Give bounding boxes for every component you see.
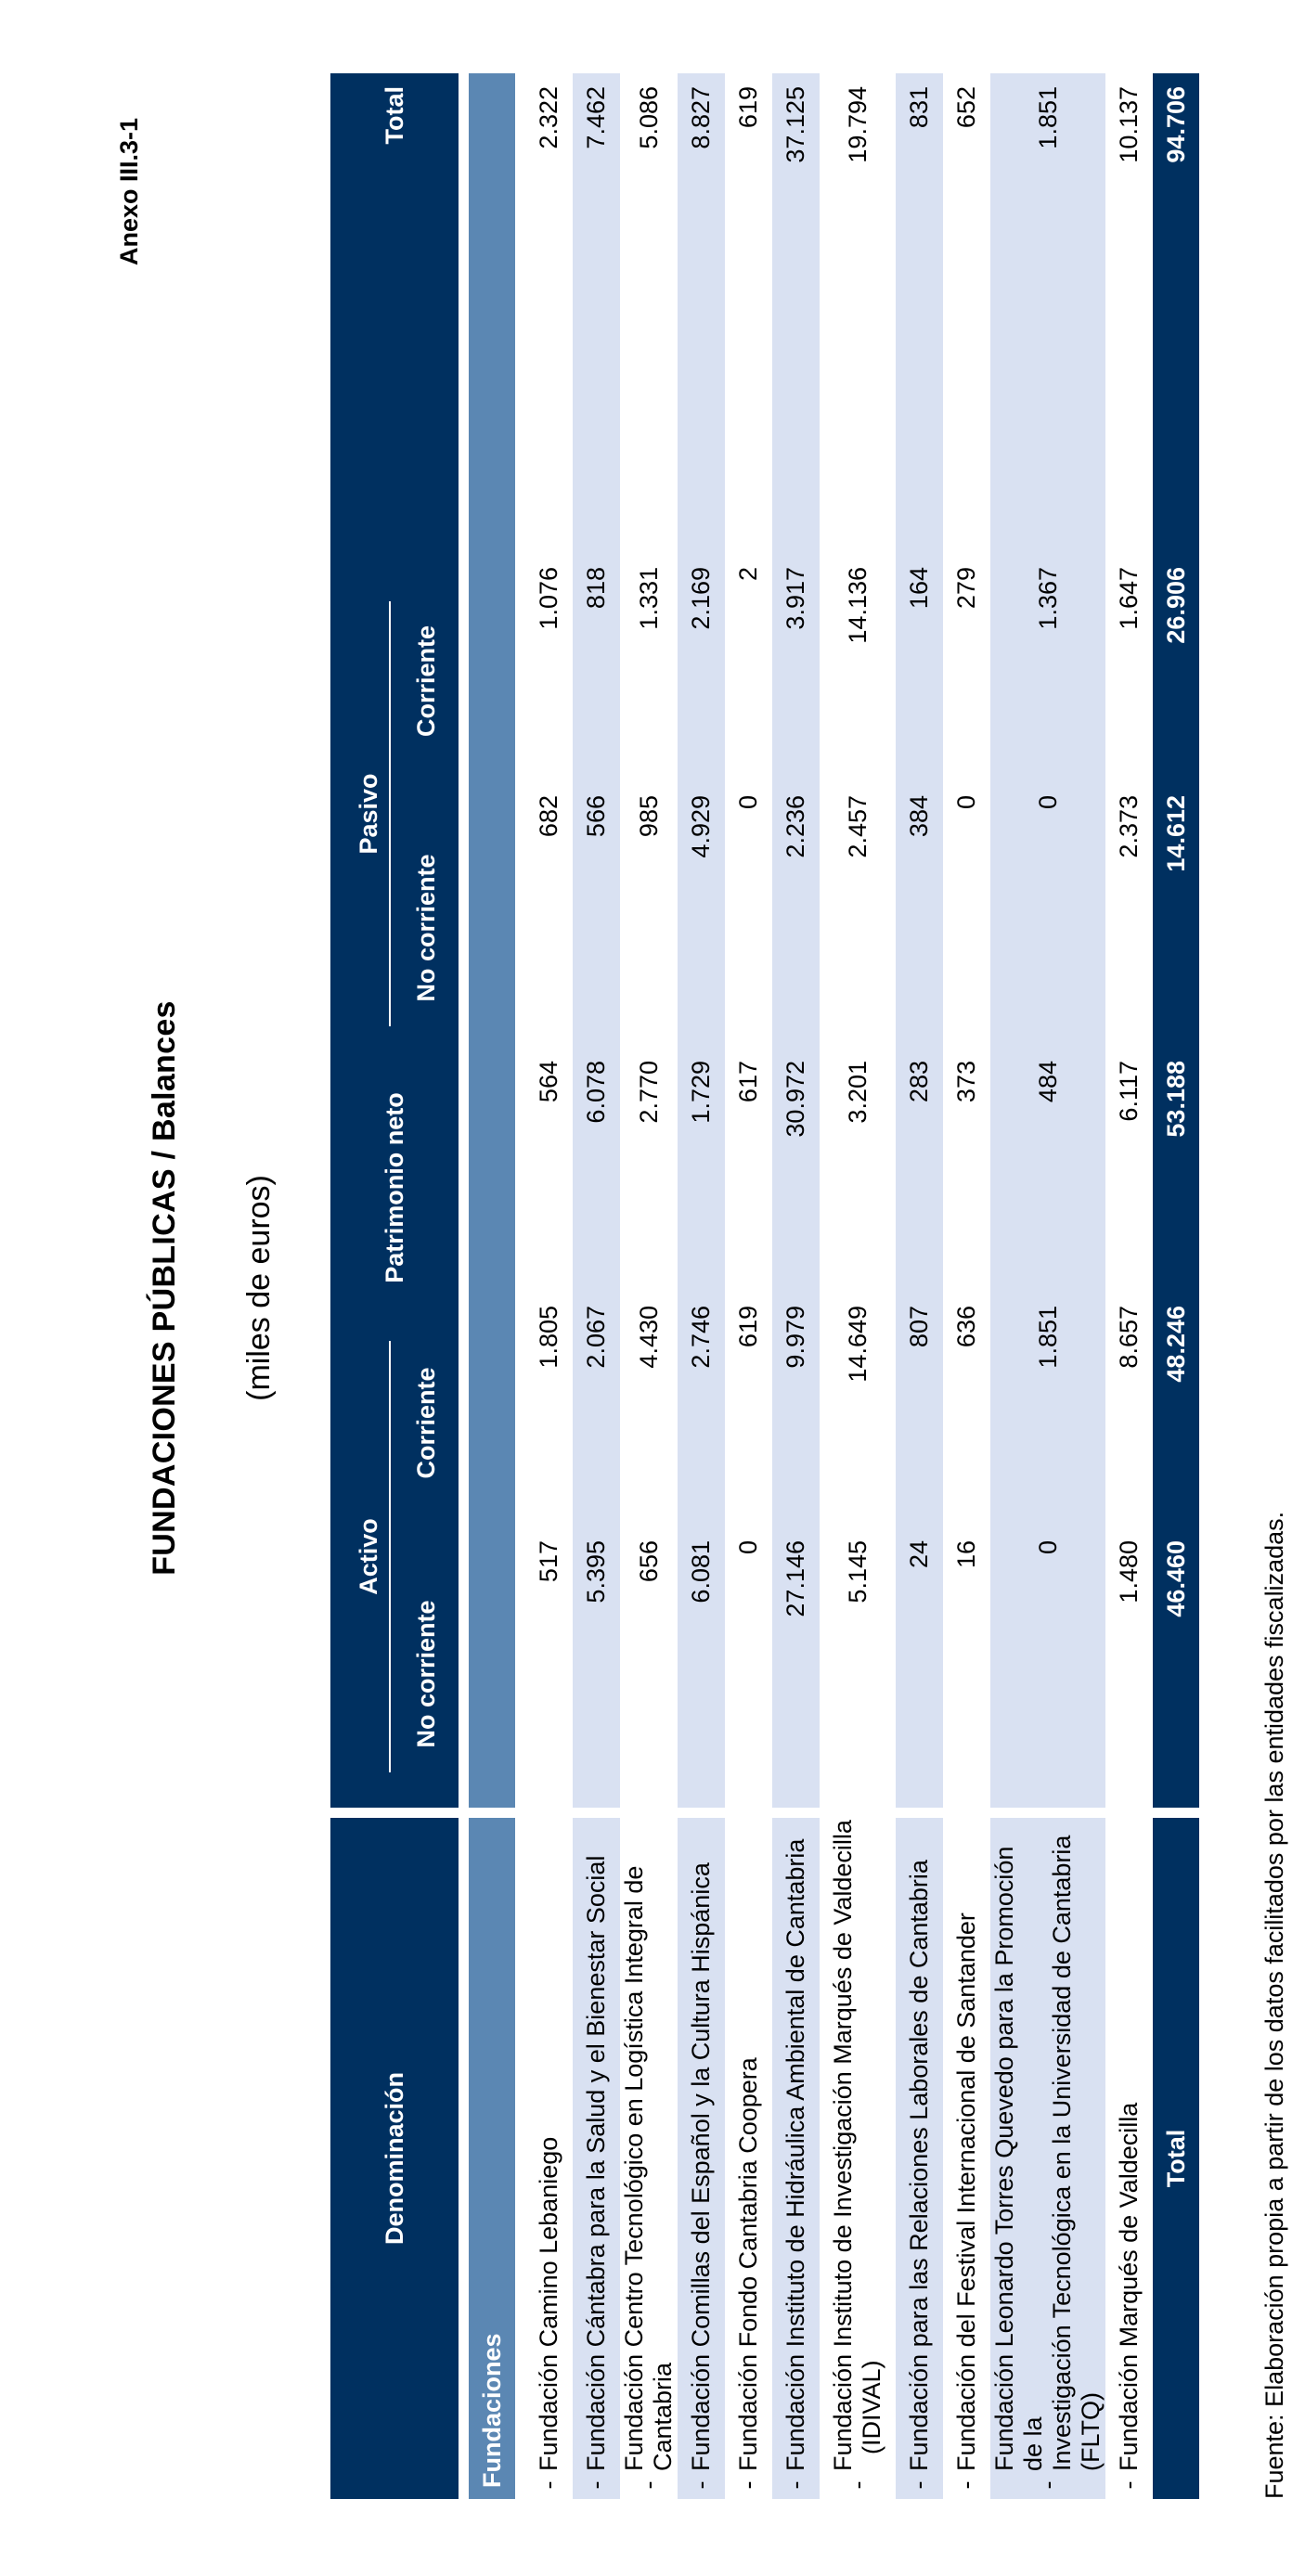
row-name: Fundación para las Relaciones Laborales de Cantabria (896, 1818, 943, 2471)
cell-total: 1.851 (990, 73, 1105, 567)
cell-activo-corriente: 619 (734, 1306, 762, 1348)
cell-activo-corriente: 1.805 (535, 1306, 562, 1369)
row-name: Fundación Comillas del Español y la Cultura Hispánica (678, 1818, 725, 2471)
cell-patrimonio-neto: 283 (896, 1061, 943, 1306)
total-activo-corriente: 48.246 (1153, 1306, 1199, 1540)
cell-activo-corriente: 4.430 (634, 1306, 663, 1369)
cell-total: 37.125 (772, 73, 820, 567)
cell-pasivo-corriente: 1.647 (1115, 567, 1143, 630)
cell-pasivo-no-corriente: 566 (573, 795, 620, 1061)
cell-pasivo-corriente: 1.367 (990, 567, 1105, 795)
cell-activo-corriente: 8.657 (1115, 1306, 1143, 1369)
cell-activo-no-corriente: 6.081 (678, 1540, 725, 1808)
header-pasivo-corriente: Corriente (394, 567, 459, 795)
cell-pasivo-no-corriente: 682 (535, 795, 562, 838)
row-bullet: - (990, 2471, 1105, 2499)
balances-table (330, 73, 1199, 2499)
cell-activo-no-corriente: 517 (535, 1540, 562, 1583)
annex-label: Anexo III.3-1 (115, 117, 143, 265)
cell-patrimonio-neto: 373 (952, 1061, 980, 1103)
cell-pasivo-no-corriente: 384 (896, 795, 943, 1061)
total-pasivo-corriente: 26.906 (1153, 567, 1199, 795)
header-activo: Activo (330, 1306, 394, 1808)
row-name: Fundación Camino Lebaniego (535, 2136, 562, 2471)
cell-pasivo-corriente: 2.169 (678, 567, 725, 795)
row-bullet: - (678, 2471, 725, 2499)
cell-pasivo-corriente: 2 (734, 567, 762, 582)
cell-total: 7.462 (573, 73, 620, 567)
cell-activo-corriente: 2.746 (678, 1306, 725, 1540)
cell-pasivo-no-corriente: 0 (952, 795, 980, 810)
table-row (943, 73, 990, 2499)
row-name: Fundación Centro Tecnológico en Logística Integral de Cantabria (620, 1865, 677, 2471)
table-row (772, 73, 820, 2499)
cell-activo-no-corriente: 0 (990, 1540, 1105, 1808)
row-bullet: - (535, 2480, 562, 2490)
section-label: Fundaciones (469, 1818, 515, 2499)
total-row (1153, 73, 1199, 2499)
table-row (525, 73, 573, 2499)
row-name: Fundación Fondo Cantabria Coopera (734, 2057, 762, 2471)
page-title: FUNDACIONES PÚBLICAS / Balances (147, 1000, 182, 1576)
cell-patrimonio-neto: 30.972 (772, 1061, 820, 1306)
cell-total: 619 (734, 86, 762, 129)
cell-patrimonio-neto: 2.770 (634, 1061, 663, 1124)
total-total: 94.706 (1153, 73, 1199, 567)
header-denominacion: Denominación (330, 1818, 459, 2499)
cell-pasivo-no-corriente: 0 (734, 795, 762, 810)
source-note: Fuente: Elaboración propia a partir de los datos facilitados por las entidades fiscalizadas. (1260, 1511, 1288, 2499)
cell-activo-no-corriente: 1.480 (1115, 1540, 1143, 1604)
cell-activo-no-corriente: 0 (734, 1540, 762, 1555)
row-bullet: - (634, 2480, 663, 2490)
total-patrimonio-neto: 53.188 (1153, 1061, 1199, 1306)
table-row (620, 73, 678, 2499)
cell-pasivo-corriente: 164 (896, 567, 943, 795)
total-pasivo-no-corriente: 14.612 (1153, 795, 1199, 1061)
header-pasivo: Pasivo (330, 567, 394, 1061)
row-bullet: - (573, 2471, 620, 2499)
header-total: Total (330, 73, 459, 567)
total-label: Total (1153, 1818, 1199, 2499)
cell-pasivo-corriente: 1.076 (535, 567, 562, 630)
row-bullet: - (734, 2480, 762, 2490)
header-activo-no-corriente: No corriente (394, 1540, 459, 1808)
row-bullet: - (843, 2480, 872, 2490)
cell-total: 8.827 (678, 73, 725, 567)
cell-activo-no-corriente: 27.146 (772, 1540, 820, 1808)
table-row (896, 73, 943, 2499)
cell-patrimonio-neto: 6.117 (1115, 1061, 1143, 1122)
cell-activo-no-corriente: 5.395 (573, 1540, 620, 1808)
cell-pasivo-no-corriente: 4.929 (678, 795, 725, 1061)
cell-activo-no-corriente: 5.145 (843, 1540, 872, 1604)
cell-total: 831 (896, 73, 943, 567)
row-name: Fundación Instituto de Hidráulica Ambiental de Cantabria (772, 1818, 820, 2471)
table-row (725, 73, 772, 2499)
row-name: Fundación Cántabra para la Salud y el Bienestar Social (573, 1818, 620, 2471)
cell-pasivo-no-corriente: 0 (990, 795, 1105, 1061)
cell-activo-corriente: 1.851 (990, 1306, 1105, 1540)
cell-pasivo-corriente: 14.136 (843, 567, 872, 644)
table-row (990, 73, 1105, 2499)
total-activo-no-corriente: 46.460 (1153, 1540, 1199, 1808)
row-bullet: - (896, 2471, 943, 2499)
cell-patrimonio-neto: 484 (990, 1061, 1105, 1306)
row-name: Fundación Marqués de Valdecilla (1115, 2102, 1143, 2471)
cell-activo-corriente: 9.979 (772, 1306, 820, 1540)
table-row (573, 73, 620, 2499)
cell-total: 19.794 (843, 86, 872, 163)
cell-activo-no-corriente: 16 (952, 1540, 980, 1569)
cell-total: 652 (952, 86, 980, 129)
cell-activo-no-corriente: 24 (896, 1540, 943, 1808)
cell-pasivo-corriente: 279 (952, 567, 980, 610)
cell-activo-corriente: 636 (952, 1306, 980, 1348)
cell-pasivo-no-corriente: 2.236 (772, 795, 820, 1061)
cell-total: 10.137 (1115, 86, 1143, 163)
row-name: Fundación Instituto de Investigación Marqués de Valdecilla (IDIVAL) (829, 1820, 885, 2471)
cell-patrimonio-neto: 6.078 (573, 1061, 620, 1306)
cell-pasivo-no-corriente: 2.373 (1115, 795, 1143, 858)
row-name: Fundación Leonardo Torres Quevedo para la Promoción de la Investigación Tecnológica en la Universidad de Cantabria (FLTQ) (990, 1818, 1105, 2471)
row-bullet: - (1115, 2480, 1143, 2490)
header-activo-corriente: Corriente (394, 1306, 459, 1540)
cell-activo-corriente: 807 (896, 1306, 943, 1540)
section-row (469, 73, 515, 2499)
cell-pasivo-no-corriente: 985 (634, 795, 663, 838)
table-row (820, 73, 896, 2499)
row-bullet: - (772, 2471, 820, 2499)
cell-pasivo-corriente: 3.917 (772, 567, 820, 795)
cell-pasivo-corriente: 818 (573, 567, 620, 795)
table-row (678, 73, 725, 2499)
cell-patrimonio-neto: 564 (535, 1061, 562, 1103)
cell-activo-corriente: 2.067 (573, 1306, 620, 1540)
page-subtitle: (miles de euros) (241, 1175, 277, 1401)
cell-pasivo-no-corriente: 2.457 (843, 795, 872, 858)
row-bullet: - (952, 2480, 980, 2490)
header-patrimonio-neto: Patrimonio neto (330, 1061, 459, 1306)
cell-total: 2.322 (535, 86, 562, 149)
cell-total: 5.086 (634, 86, 663, 149)
cell-activo-corriente: 14.649 (843, 1306, 872, 1383)
cell-pasivo-corriente: 1.331 (634, 567, 663, 630)
cell-patrimonio-neto: 1.729 (678, 1061, 725, 1306)
cell-patrimonio-neto: 3.201 (843, 1061, 872, 1124)
table-row (1105, 73, 1153, 2499)
cell-activo-no-corriente: 656 (634, 1540, 663, 1583)
header-pasivo-no-corriente: No corriente (394, 795, 459, 1061)
cell-patrimonio-neto: 617 (734, 1061, 762, 1103)
row-name: Fundación del Festival Internacional de Santander (952, 1913, 980, 2471)
